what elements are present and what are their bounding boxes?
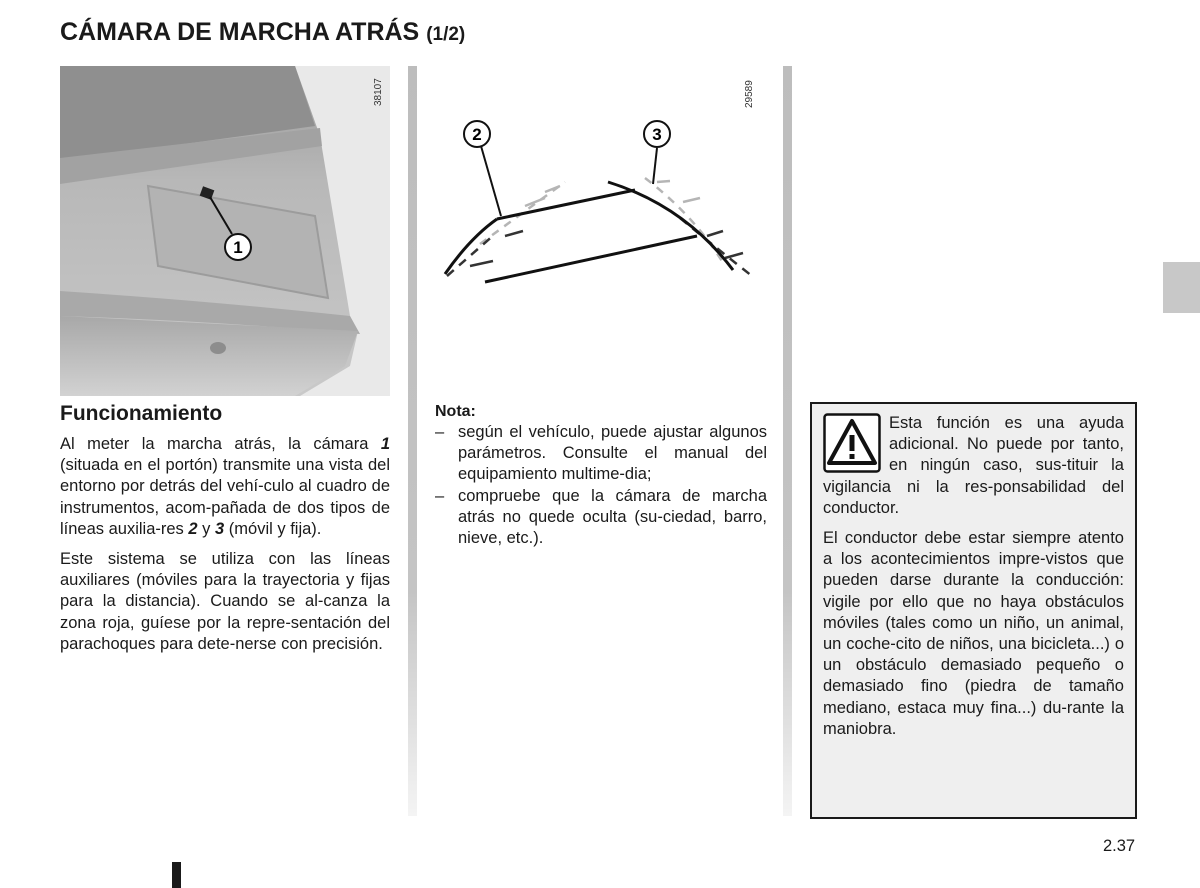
diagram-figure-id: 29589 [744,80,755,108]
column-operation [60,401,390,664]
chapter-tab [1163,262,1200,313]
warning-paragraph-2: El conductor debe estar siempre atento a los acontecimientos impre-vistos que pueden darse durante la conducción: vigile por ello que no haya obstáculos móviles (tales como un niño, un animal, un coche-cito de niños, una bicicleta...) o un obstáculo demasiado pequeño o demasiado fino (piedra de tamaño mediano, estaca muy fina...) du-rante la maniobra. [823,529,1124,738]
warning-box [810,402,1137,819]
list-item-text: según el vehículo, puede ajustar algunos parámetros. Consulte el manual del equipamiento multime-dia; [458,423,767,484]
page-number: 2.37 [1103,837,1136,855]
note-list [435,422,767,549]
bottom-mark [172,862,181,888]
rear-camera-photo [60,66,390,396]
note-heading: Nota: [435,403,476,420]
title-part: (1/2) [426,24,466,45]
column-divider-left [408,66,417,816]
section-heading: Funcionamiento [60,402,223,425]
list-item [435,422,767,486]
list-item-text: compruebe que la cámara de marcha atrás no quede oculta (su-ciedad, barro, nieve, etc.). [458,486,767,548]
list-item [435,486,767,550]
column-divider-right [783,66,792,816]
photo-callout-1: 1 [233,238,243,257]
text-run: Al meter la marcha atrás, la cámara [60,435,381,453]
warning-paragraph-1: Esta función es una ayuda adicional. No puede por tanto, en ningún caso, sus-tituir la vigilancia ni la res-ponsabilidad del conductor. [823,414,1124,517]
text-run: (situada en el portón) transmite una vista del entorno por detrás del vehí-culo al cuadro de instrumentos, acom-pañada de dos tipos de líneas auxilia-res [60,456,390,538]
text-run: y [197,519,215,538]
warning-triangle-icon [823,413,881,473]
operation-paragraph-1 [60,434,390,540]
dash-bullet: – [435,423,445,441]
guide-lines-diagram [425,66,770,366]
ref-1: 1 [380,435,390,453]
ref-2: 2 [188,519,198,538]
photo-figure-id: 38107 [373,78,384,106]
ref-3: 3 [215,519,225,538]
operation-paragraph-2: Este sistema se utiliza con las líneas auxiliares (móviles para la trayectoria y fijas para la distancia). Cuando se al-canza la zona roja, guíese por la repre-sentación del parachoques para dete-nerse con precisión. [60,550,390,653]
column-note [435,401,767,549]
page-title [60,18,465,47]
text-run: (móvil y fija). [224,519,322,538]
dash-bullet: – [435,486,445,505]
diagram-callout-2: 2 [472,125,482,144]
title-text: CÁMARA DE MARCHA ATRÁS [60,18,420,46]
diagram-callout-3: 3 [652,125,662,144]
